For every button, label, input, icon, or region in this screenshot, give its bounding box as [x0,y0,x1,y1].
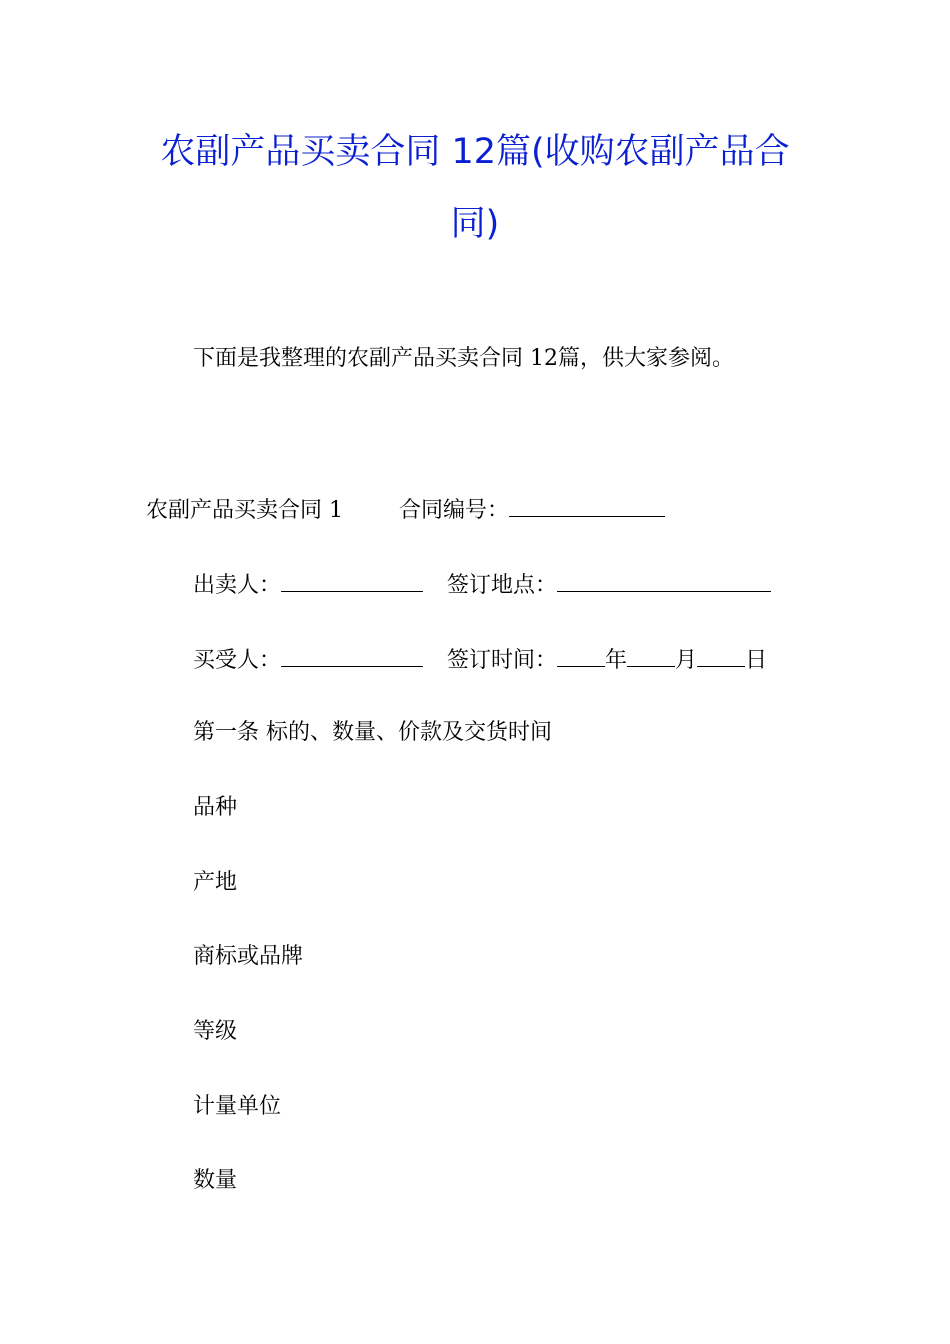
contract-no-label: 合同编号： [399,498,510,523]
contract-header-row [146,494,665,526]
article-1-heading: 第一条 标的、数量、价款及交货时间 [193,720,552,745]
item-origin: 产地 [193,870,238,895]
year-blank [557,644,605,667]
day-label: 日 [745,648,768,673]
buyer-row [193,644,767,676]
month-blank [627,644,675,667]
document-title-line-2: 同) [450,204,500,244]
year-label: 年 [605,648,628,673]
sign-place-blank [557,569,771,592]
sign-time-label: 签订时间： [447,648,558,673]
seller-blank [281,569,423,592]
buyer-label: 买受人： [193,648,282,673]
day-blank [697,644,745,667]
item-grade: 等级 [193,1019,238,1044]
item-quantity: 数量 [193,1168,238,1193]
intro-paragraph: 下面是我整理的农副产品买卖合同 12篇，供大家参阅。 [193,346,734,371]
document-title-line-1: 农副产品买卖合同 12篇(收购农副产品合 [160,132,790,172]
buyer-blank [281,644,423,667]
item-unit: 计量单位 [193,1094,282,1119]
seller-row [193,569,771,601]
month-label: 月 [675,648,698,673]
item-variety: 品种 [193,795,238,820]
sign-place-label: 签订地点： [447,573,558,598]
contract-heading: 农副产品买卖合同 1 [146,498,343,523]
item-brand: 商标或品牌 [193,944,304,969]
seller-label: 出卖人： [193,573,282,598]
contract-no-blank [509,494,665,517]
